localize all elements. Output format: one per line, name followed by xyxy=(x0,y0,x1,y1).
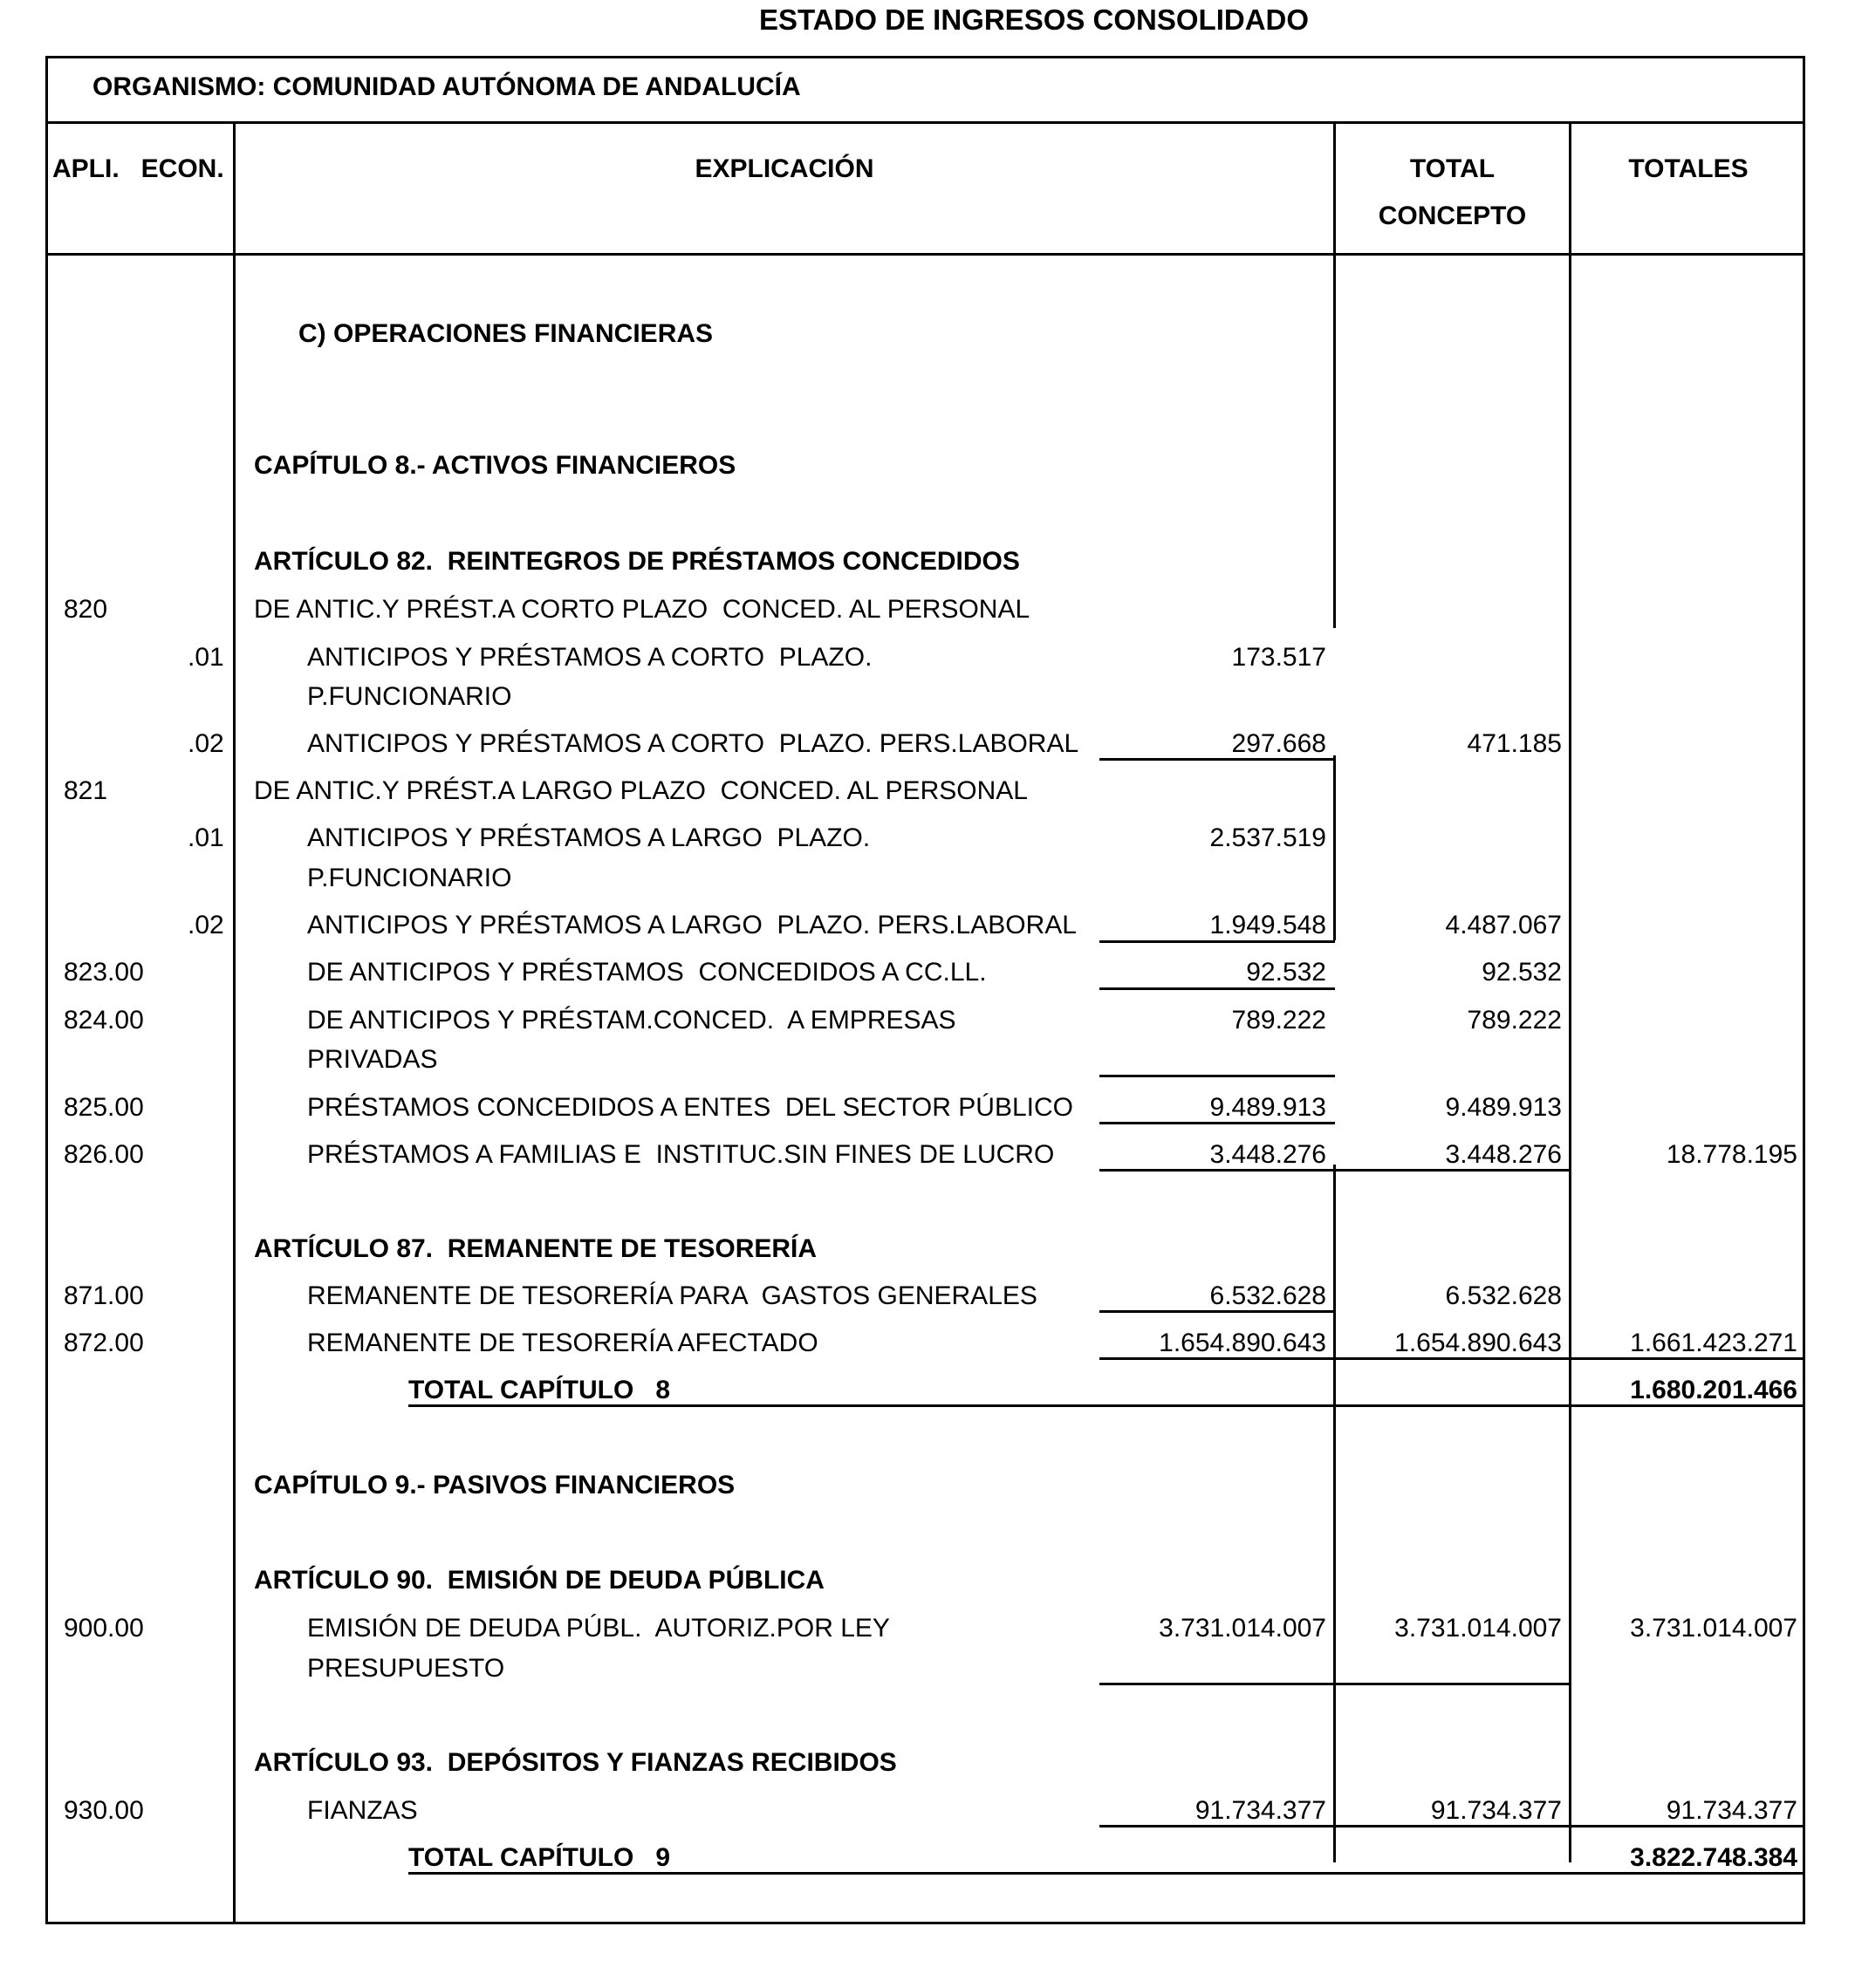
row-821-01-amount: 2.537.519 xyxy=(1209,823,1326,852)
row-821-01-text2: P.FUNCIONARIO xyxy=(307,864,512,892)
document-title: ESTADO DE INGRESOS CONSOLIDADO xyxy=(758,3,1310,36)
header-bottom-divider xyxy=(45,253,1805,256)
row-930-totales: 91.734.377 xyxy=(1666,1796,1797,1825)
row-823-text: DE ANTICIPOS Y PRÉSTAMOS CONCEDIDOS A CC.LL. xyxy=(307,958,987,987)
row-821-01-text1: ANTICIPOS Y PRÉSTAMOS A LARGO PLAZO. xyxy=(307,823,871,852)
row-872-totales: 1.661.423.271 xyxy=(1630,1329,1797,1357)
underline xyxy=(1099,987,1335,990)
organismo-label: ORGANISMO: COMUNIDAD AUTÓNOMA DE ANDALUCÍA xyxy=(92,72,801,101)
underline xyxy=(1099,1075,1335,1077)
row-821-text: DE ANTIC.Y PRÉST.A LARGO PLAZO CONCED. AL PERSONAL xyxy=(254,776,1028,805)
chapter-8-total-label: TOTAL CAPÍTULO 8 xyxy=(408,1376,671,1404)
row-871-amount: 6.532.628 xyxy=(1209,1281,1326,1310)
header-total-concepto-line1: TOTAL xyxy=(1409,154,1496,183)
underline xyxy=(1099,1357,1805,1360)
row-872-total-concepto: 1.654.890.643 xyxy=(1394,1329,1562,1357)
article-82-heading: ARTÍCULO 82. REINTEGROS DE PRÉSTAMOS CONCEDIDOS xyxy=(254,547,1020,576)
row-821-code: 821 xyxy=(64,776,108,805)
row-823-total-concepto: 92.532 xyxy=(1482,958,1562,987)
row-930-amount: 91.734.377 xyxy=(1194,1796,1326,1825)
row-900-totales: 3.731.014.007 xyxy=(1630,1614,1797,1643)
row-824-text1: DE ANTICIPOS Y PRÉSTAM.CONCED. A EMPRESAS xyxy=(307,1006,956,1035)
row-930-text: FIANZAS xyxy=(307,1796,418,1825)
row-826-amount: 3.448.276 xyxy=(1209,1140,1326,1169)
row-900-total-concepto: 3.731.014.007 xyxy=(1394,1614,1562,1643)
row-872-code: 872.00 xyxy=(64,1329,144,1357)
row-871-total-concepto: 6.532.628 xyxy=(1445,1281,1562,1310)
row-825-code: 825.00 xyxy=(64,1093,144,1122)
row-900-amount: 3.731.014.007 xyxy=(1159,1614,1326,1643)
underline xyxy=(1099,758,1335,761)
column-divider-total-concepto-body xyxy=(1333,253,1336,628)
row-820-01-text2: P.FUNCIONARIO xyxy=(307,682,512,711)
row-821-02-total-concepto: 4.487.067 xyxy=(1445,911,1562,939)
header-apli-econ: APLI. ECON. xyxy=(52,154,224,183)
underline xyxy=(408,1872,1805,1875)
row-820-01-text1: ANTICIPOS Y PRÉSTAMOS A CORTO PLAZO. xyxy=(307,643,873,672)
row-871-text: REMANENTE DE TESORERÍA PARA GASTOS GENERALES xyxy=(307,1281,1037,1310)
chapter-9-heading: CAPÍTULO 9.- PASIVOS FINANCIEROS xyxy=(254,1471,736,1500)
row-824-code: 824.00 xyxy=(64,1006,144,1035)
header-divider xyxy=(45,121,1805,124)
row-825-amount: 9.489.913 xyxy=(1209,1093,1326,1122)
row-872-amount: 1.654.890.643 xyxy=(1159,1329,1326,1357)
row-820-02-amount: 297.668 xyxy=(1231,729,1326,758)
underline xyxy=(1099,1169,1571,1172)
row-871-code: 871.00 xyxy=(64,1281,144,1310)
row-820-code: 820 xyxy=(64,595,108,624)
column-divider-totales-body xyxy=(1569,253,1571,1862)
row-826-text: PRÉSTAMOS A FAMILIAS E INSTITUC.SIN FINES DE LUCRO xyxy=(307,1140,1055,1169)
row-824-text2: PRIVADAS xyxy=(307,1045,438,1074)
row-826-total-concepto: 3.448.276 xyxy=(1445,1140,1562,1169)
section-heading: C) OPERACIONES FINANCIERAS xyxy=(298,319,714,348)
column-divider-explicacion xyxy=(233,121,236,1924)
header-total-concepto-line2: CONCEPTO xyxy=(1378,202,1527,230)
chapter-9-total-label: TOTAL CAPÍTULO 9 xyxy=(408,1843,671,1872)
chapter-8-total-value: 1.680.201.466 xyxy=(1630,1376,1797,1404)
row-930-total-concepto: 91.734.377 xyxy=(1430,1796,1562,1825)
underline xyxy=(1099,1683,1571,1685)
row-930-code: 930.00 xyxy=(64,1796,144,1825)
underline xyxy=(1099,1122,1335,1124)
column-divider-total-concepto-body xyxy=(1333,1165,1336,1862)
row-821-02-amount: 1.949.548 xyxy=(1209,911,1326,939)
row-826-code: 826.00 xyxy=(64,1140,144,1169)
row-820-01-amount: 173.517 xyxy=(1231,643,1326,672)
row-872-text: REMANENTE DE TESORERÍA AFECTADO xyxy=(307,1329,818,1357)
row-820-02-text: ANTICIPOS Y PRÉSTAMOS A CORTO PLAZO. PERS.LABORAL xyxy=(307,729,1079,758)
row-900-text1: EMISIÓN DE DEUDA PÚBL. AUTORIZ.POR LEY xyxy=(307,1614,890,1643)
row-820-02-code: .02 xyxy=(188,729,224,758)
row-821-02-text: ANTICIPOS Y PRÉSTAMOS A LARGO PLAZO. PERS.LABORAL xyxy=(307,911,1077,939)
underline xyxy=(1099,1825,1805,1827)
article-93-heading: ARTÍCULO 93. DEPÓSITOS Y FIANZAS RECIBIDOS xyxy=(254,1748,897,1777)
row-823-amount: 92.532 xyxy=(1246,958,1326,987)
row-820-01-code: .01 xyxy=(188,643,224,672)
underline xyxy=(1099,1310,1335,1313)
row-825-text: PRÉSTAMOS CONCEDIDOS A ENTES DEL SECTOR PÚBLICO xyxy=(307,1093,1073,1122)
row-824-amount: 789.222 xyxy=(1231,1006,1326,1035)
row-824-total-concepto: 789.222 xyxy=(1467,1006,1562,1035)
row-825-total-concepto: 9.489.913 xyxy=(1445,1093,1562,1122)
row-900-code: 900.00 xyxy=(64,1614,144,1643)
chapter-8-heading: CAPÍTULO 8.- ACTIVOS FINANCIEROS xyxy=(254,451,736,480)
row-826-totales: 18.778.195 xyxy=(1666,1140,1797,1169)
column-divider-total-concepto-body xyxy=(1333,755,1336,940)
row-823-code: 823.00 xyxy=(64,958,144,987)
article-90-heading: ARTÍCULO 90. EMISIÓN DE DEUDA PÚBLICA xyxy=(254,1566,825,1595)
row-820-text: DE ANTIC.Y PRÉST.A CORTO PLAZO CONCED. AL PERSONAL xyxy=(254,595,1030,624)
row-820-02-total-concepto: 471.185 xyxy=(1467,729,1562,758)
column-divider-totales xyxy=(1569,121,1571,253)
header-totales: TOTALES xyxy=(1628,154,1749,183)
underline xyxy=(1099,940,1335,943)
row-821-02-code: .02 xyxy=(188,911,224,939)
underline xyxy=(408,1404,1805,1407)
column-divider-total-concepto xyxy=(1333,121,1336,253)
row-900-text2: PRESUPUESTO xyxy=(307,1654,505,1683)
row-821-01-code: .01 xyxy=(188,823,224,852)
article-87-heading: ARTÍCULO 87. REMANENTE DE TESORERÍA xyxy=(254,1234,818,1263)
chapter-9-total-value: 3.822.748.384 xyxy=(1630,1843,1797,1872)
header-explicacion: EXPLICACIÓN xyxy=(695,154,874,183)
